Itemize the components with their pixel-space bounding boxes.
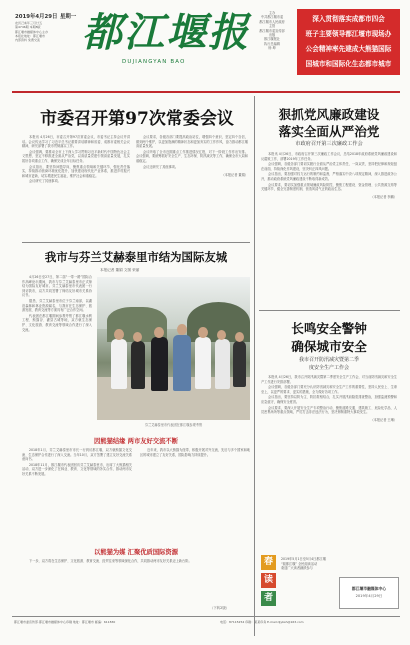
promo-line: “阅都江堰” 全民阅读活动 (281, 561, 318, 566)
lead-paragraph: 会议还研究了其他事项。 (143, 164, 179, 169)
lead-paragraph: 会议指出，要坚持问题导向，聚焦重点领域和关键环节，强化责任落实，持续推动营商环境优化提升，加快建设现代化产业体系，推进乡村振兴和城市更新，切实增进民生福祉，维护社会和谐稳定。 (22, 164, 130, 178)
exchange-paragraph: 2018年11月，都江堰市代表团回访芬兰艾赫泰里市，出席了大熊猫相关活动，双方进一步深化了在林业、教育、文化等领域的务实合作，推动两市友好关系不断发展。 (22, 462, 132, 476)
friendship-headline: 我市与芬兰艾赫泰里市结为国际友城 (44, 250, 228, 264)
side-line: 都江堰报社 (264, 37, 280, 42)
promo-line: 欢迎广大读者踊跃参与 (281, 566, 313, 571)
meta-line: 都江堰市融媒体中心主办 (15, 29, 49, 34)
safety-author: （本报记者 王琳） (370, 417, 397, 422)
masthead-meta (15, 21, 81, 42)
lead-paragraph: 会议听取了全市近期重点工作推进情况汇报，对下一阶段工作作出安排。会议强调，要统筹抓好安全生产、生态环保、防汛减灾等工作，确保全市大局和谐稳定。 (136, 149, 248, 163)
safety-headline-2: 确保城市安全 (291, 339, 367, 354)
masthead-side (252, 11, 292, 51)
footer-left: 都江堰市委宣传部·都江堰市融媒体中心印刷 地址：都江堰市 邮编：611830 (14, 620, 116, 624)
safety-paragraph: 会议要求，要深入开展安全生产专项整治行动，聚焦道路交通、建筑施工、危险化学品、人员密集场所等重点领域，严厉打击非法违法行为，坚决遏制重特大事故发生。 (261, 405, 397, 415)
exchange-heading-2: 以熊猫为媒 汇聚优质国际资源 (93, 549, 179, 556)
lead-body-left (22, 135, 130, 184)
safety-paragraph: 本报讯 4月26日，我市召开防汛减灾暨第二季度安全生产工作会，对当前防汛减灾和安全生产工作进行安排部署。 (261, 375, 397, 384)
friendship-paragraph: 代表团在都江堰期间参观考察了都江堰水利工程、熊猫谷、灌县古城等地，双方就生态保护、文化旅游、教育交流等领域合作进行了深入交流。 (22, 313, 92, 332)
exchange-paragraph: 2018年1月，芬兰艾赫泰里市市长一行到访都江堰，双方就熊猫文化交流、生态保护合作进行了深入交流。当年10月，双方签署了建立友好交流关系意向书。 (22, 448, 132, 462)
lead-headline: 市委召开第97次常委会议 (40, 109, 234, 129)
banner-line: 班子主要领导都江堰市现场办 (305, 30, 392, 38)
friendship-photo (97, 277, 250, 420)
promo-char: 读 (261, 573, 276, 588)
safety-paragraph: 会议强调，各级各部门要充分认识防汛减灾和安全生产工作的重要性，坚持人民至上、生命至上，以更严的要求、更实的措施，全力做好各项工作。 (261, 385, 397, 394)
exchange-body-left (22, 448, 132, 543)
lead-paragraph: 会议强调，要推动全市上下深入学习贯彻习近平新时代中国特色社会主义思想，坚定不移推进全面从严治党，以高质量党建引领高质量发展，扎实抓好各项重点工作，确保完成全年目标任务。 (22, 149, 130, 163)
friendship-body (22, 275, 92, 420)
side-line: 主管 (268, 24, 276, 29)
safety-paragraph: 会议指出，要坚持以防为主、防抗救相结合，扎实开展汛前隐患排查整治，加强监测预警和应急值守，确保安全度汛。 (261, 395, 397, 404)
exchange-paragraph: 近年来，我市以大熊猫为纽带，积极开展对外交流，先后与多个国家和地区的城市建立了友好关系，国际影响力持续提升。 (140, 448, 250, 457)
lead-author: （本报记者 董娟） (221, 173, 248, 178)
right-col-rule (254, 96, 255, 636)
right-divider (259, 310, 400, 311)
footer-right: 电话：87115254 印刷：某某印务 E-mail:djybsh@163.com (220, 620, 304, 624)
masthead-divider (12, 91, 400, 93)
side-line: 出版 (268, 33, 276, 38)
side-line: 中共都江堰市委 (260, 15, 284, 20)
side-line: 都江堰市委宣传部 (259, 28, 285, 33)
lead-paragraph: 本报讯 4月26日，市委召开第97次常委会议，市委书记主持会议并讲话。会议传达学习了习近平总书记重要讲话精神和省委、成都市委相关会议精神，研究部署了我市贯彻落实工作。 (22, 135, 130, 149)
side-line: 执行总编辑 (264, 41, 280, 46)
discipline-paragraph: 会议指出，要加强对权力运行的制约和监督，严格落实中央八项规定精神，深入推进政务公开，推动政府系统党风廉政建设不断取得新成效。 (261, 172, 397, 181)
discipline-paragraph: 本报讯 4月26日，市政府召开第三次廉政工作会议，总结2018年政府系统党风廉政建设和反腐败工作，部署2019年工作任务。 (261, 152, 397, 161)
friendship-byline: 本报记者 董娟 文图 荣丽 (100, 268, 140, 272)
discipline-headline-2: 落实全面从严治党 (278, 124, 380, 139)
masthead-banner (297, 9, 400, 75)
banner-line: 国城市和国际化生态都市城市 (305, 60, 392, 68)
issue-date: 2019年4月29日 (15, 14, 58, 20)
friendship-paragraph: 据悉，芬兰艾赫泰里市位于芬兰南部，以湖泊森林和林业资源闻名，与我市在生态保护、旅游发展、教育交流等方面具有广泛合作空间。 (22, 298, 92, 313)
masthead-title: 都江堰报 (82, 9, 250, 56)
weekday: 星期一 (60, 14, 77, 20)
meta-line: 农历己亥年三月廿五 (15, 21, 43, 25)
discipline-author: （本报记者 李鹏） (370, 194, 397, 199)
masthead (12, 7, 400, 89)
discipline-body (261, 152, 397, 199)
exchange-heading-1: 因熊猫结缘 两市友好交流不断 (93, 438, 179, 445)
side-line: 主办 (268, 11, 276, 15)
lead-paragraph: 会议研究了其他事项。 (29, 179, 61, 184)
promo-qr-box (339, 577, 399, 609)
promo-char: 春 (261, 555, 276, 570)
side-line: 杨 坤 (268, 46, 276, 51)
lead-paragraph: 会议要求，各级各部门要提高政治站位，增强四个意识，坚定四个自信，做到两个维护，以更加饱满的精神状态和更加务实的工作作风，奋力推动都江堰高质量发展。 (136, 135, 248, 149)
meta-line: 内部资料 免费交流 (15, 38, 40, 43)
exchange-body-right (140, 448, 250, 543)
promo-box (259, 555, 400, 613)
continued-note: （下转2版） (210, 606, 230, 610)
exchange-paragraph: 下一步，双方将在生态保护、文化旅游、教育交流、经贸往来等领域深化合作，共同推动两市友好关系迈上新台阶。 (29, 559, 192, 563)
promo-box-date: 2019年4月29日 (355, 594, 383, 598)
safety-subhead-2: 度安全生产工作会 (308, 365, 349, 371)
banner-line: 深入贯彻落实成都市四会 (312, 15, 385, 23)
lead-divider (22, 242, 250, 243)
discipline-subhead: 市政府召开第三次廉政工作会 (295, 141, 363, 147)
discipline-paragraph: 会议要求，要切实加强重点领域廉政风险防控，聚焦工程建设、资金管理、公共资源交易等关键环节，健全完善制度机制，营造风清气正的政治生态。 (261, 182, 397, 192)
banner-line: 公会精神率先建成大熊猫国际 (305, 45, 392, 53)
footer-rule (12, 616, 400, 617)
exchange-body-bottom (22, 559, 250, 603)
friendship-paragraph: 4月26日至27日，第二届“一带一路”国际合作高峰论坛期间，我市与芬兰艾赫泰里市正式缔结为国际友好城市。芬兰艾赫泰里市代表团一行到访我市，双方共同签署了缔结友好城市关系协议书。 (22, 275, 92, 298)
promo-char: 者 (261, 591, 276, 606)
discipline-headline-1: 狠抓党风廉政建设 (278, 107, 380, 122)
promo-line: 2019年5月1日至5月4日都江堰 (281, 557, 326, 561)
photo-caption: 芬兰艾赫泰里市代表团在都江堰参观考察 (144, 423, 203, 427)
safety-subhead-1: 我市召开防汛减灾暨第二季 (298, 357, 359, 363)
promo-box-label: 都江堰市融媒体中心 (351, 586, 387, 591)
side-line: 都江堰市人民政府 (259, 19, 285, 24)
safety-headline-1: 长鸣安全警钟 (291, 321, 367, 336)
lead-body-right (136, 135, 248, 178)
meta-line: 本报社地址：都江堰市 (15, 33, 46, 38)
meta-line: 第4746期 本期8版 (15, 25, 41, 30)
promo-text (281, 557, 398, 571)
safety-body (261, 375, 397, 515)
discipline-paragraph: 会议强调，各级各部门要切实履行全面从严治党主体责任，一岗双责，坚持把纪律和规矩挺在前面，持续深化作风建设，坚决纠正四风问题。 (261, 162, 397, 171)
masthead-pinyin: DUJIANGYAN BAO (122, 59, 186, 65)
